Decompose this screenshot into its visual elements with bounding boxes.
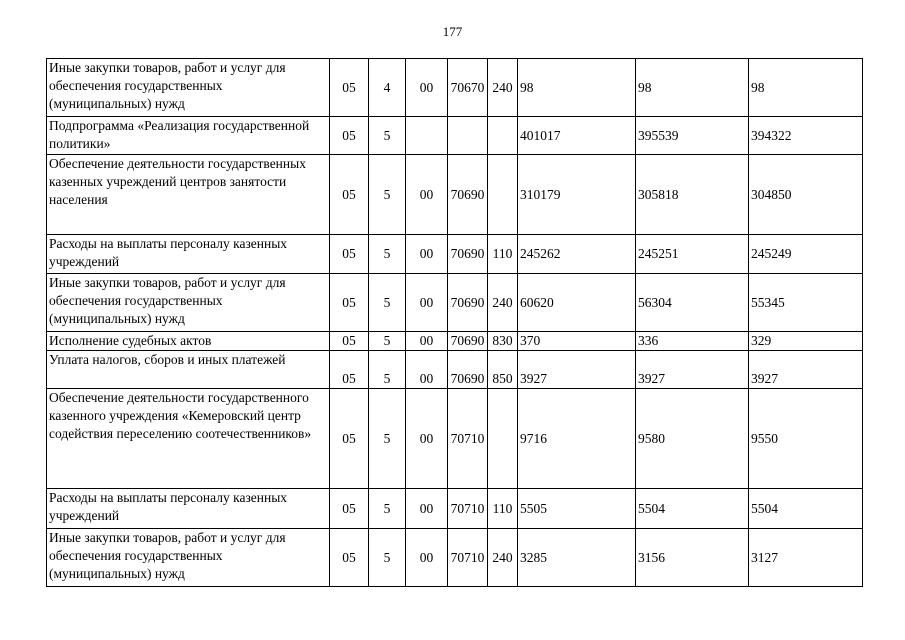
cell-value-1: 401017	[518, 117, 636, 155]
row-name: Иные закупки товаров, работ и услуг для обеспечения государственных (муниципальных) нужд	[47, 59, 330, 117]
cell-cs2: 70690	[448, 235, 488, 274]
cell-value-2: 245251	[636, 235, 749, 274]
cell-pr: 5	[369, 155, 406, 235]
cell-value-1: 370	[518, 332, 636, 351]
cell-pr: 5	[369, 332, 406, 351]
cell-vr	[488, 117, 518, 155]
cell-value-2: 9580	[636, 389, 749, 489]
cell-vr: 830	[488, 332, 518, 351]
cell-cs2	[448, 117, 488, 155]
cell-pr: 5	[369, 235, 406, 274]
cell-vr	[488, 389, 518, 489]
cell-vr	[488, 155, 518, 235]
cell-value-3: 55345	[749, 274, 863, 332]
cell-cs1: 00	[406, 155, 448, 235]
cell-vr: 850	[488, 351, 518, 389]
row-name: Расходы на выплаты персоналу казенных учреждений	[47, 235, 330, 274]
cell-value-2: 305818	[636, 155, 749, 235]
cell-vr: 110	[488, 235, 518, 274]
table-row	[47, 529, 863, 587]
cell-cs1: 00	[406, 351, 448, 389]
table-row	[47, 235, 863, 274]
cell-value-2: 56304	[636, 274, 749, 332]
budget-table	[46, 58, 863, 587]
cell-value-3: 304850	[749, 155, 863, 235]
table-row	[47, 489, 863, 529]
cell-cs1	[406, 117, 448, 155]
cell-value-1: 60620	[518, 274, 636, 332]
row-name: Обеспечение деятельности государственных казенных учреждений центров занятости населения	[47, 155, 330, 235]
cell-value-3: 3927	[749, 351, 863, 389]
cell-value-3: 329	[749, 332, 863, 351]
cell-rz: 05	[330, 59, 369, 117]
cell-value-2: 98	[636, 59, 749, 117]
cell-cs1: 00	[406, 389, 448, 489]
cell-value-1: 3285	[518, 529, 636, 587]
cell-value-2: 5504	[636, 489, 749, 529]
table-row	[47, 389, 863, 489]
table-row	[47, 332, 863, 351]
cell-value-1: 310179	[518, 155, 636, 235]
cell-pr: 4	[369, 59, 406, 117]
cell-pr: 5	[369, 351, 406, 389]
cell-value-2: 3927	[636, 351, 749, 389]
cell-vr: 240	[488, 274, 518, 332]
cell-rz: 05	[330, 529, 369, 587]
cell-value-1: 3927	[518, 351, 636, 389]
row-name: Исполнение судебных актов	[47, 332, 330, 351]
cell-value-1: 5505	[518, 489, 636, 529]
cell-value-3: 98	[749, 59, 863, 117]
cell-cs2: 70690	[448, 351, 488, 389]
row-name: Обеспечение деятельности государственного казенного учреждения «Кемеровский центр содействия переселению соотечественников»	[47, 389, 330, 489]
cell-value-2: 3156	[636, 529, 749, 587]
cell-vr: 240	[488, 59, 518, 117]
cell-vr: 110	[488, 489, 518, 529]
cell-cs1: 00	[406, 489, 448, 529]
cell-value-1: 245262	[518, 235, 636, 274]
cell-cs2: 70710	[448, 489, 488, 529]
cell-rz: 05	[330, 117, 369, 155]
row-name: Иные закупки товаров, работ и услуг для обеспечения государственных (муниципальных) нужд	[47, 274, 330, 332]
cell-cs2: 70690	[448, 274, 488, 332]
cell-cs2: 70690	[448, 155, 488, 235]
cell-cs1: 00	[406, 332, 448, 351]
cell-rz: 05	[330, 274, 369, 332]
cell-cs1: 00	[406, 274, 448, 332]
table-row	[47, 59, 863, 117]
cell-pr: 5	[369, 117, 406, 155]
page-number: 177	[442, 24, 463, 39]
cell-value-3: 394322	[749, 117, 863, 155]
cell-value-1: 98	[518, 59, 636, 117]
cell-rz: 05	[330, 389, 369, 489]
cell-pr: 5	[369, 529, 406, 587]
cell-rz: 05	[330, 489, 369, 529]
cell-cs1: 00	[406, 59, 448, 117]
cell-vr: 240	[488, 529, 518, 587]
cell-pr: 5	[369, 274, 406, 332]
row-name: Расходы на выплаты персоналу казенных учреждений	[47, 489, 330, 529]
cell-value-3: 9550	[749, 389, 863, 489]
cell-value-1: 9716	[518, 389, 636, 489]
row-name: Подпрограмма «Реализация государственной политики»	[47, 117, 330, 155]
cell-rz: 05	[330, 351, 369, 389]
cell-cs2: 70690	[448, 332, 488, 351]
row-name: Иные закупки товаров, работ и услуг для обеспечения государственных (муниципальных) нужд	[47, 529, 330, 587]
cell-cs1: 00	[406, 529, 448, 587]
cell-cs2: 70710	[448, 389, 488, 489]
cell-rz: 05	[330, 155, 369, 235]
cell-cs2: 70710	[448, 529, 488, 587]
table-row	[47, 351, 863, 389]
row-name: Уплата налогов, сборов и иных платежей	[47, 351, 330, 389]
cell-cs1: 00	[406, 235, 448, 274]
cell-value-2: 395539	[636, 117, 749, 155]
cell-pr: 5	[369, 389, 406, 489]
table-row	[47, 274, 863, 332]
cell-rz: 05	[330, 332, 369, 351]
cell-pr: 5	[369, 489, 406, 529]
cell-value-2: 336	[636, 332, 749, 351]
table-row	[47, 155, 863, 235]
cell-value-3: 3127	[749, 529, 863, 587]
cell-value-3: 5504	[749, 489, 863, 529]
cell-value-3: 245249	[749, 235, 863, 274]
table-row	[47, 117, 863, 155]
cell-cs2: 70670	[448, 59, 488, 117]
cell-rz: 05	[330, 235, 369, 274]
